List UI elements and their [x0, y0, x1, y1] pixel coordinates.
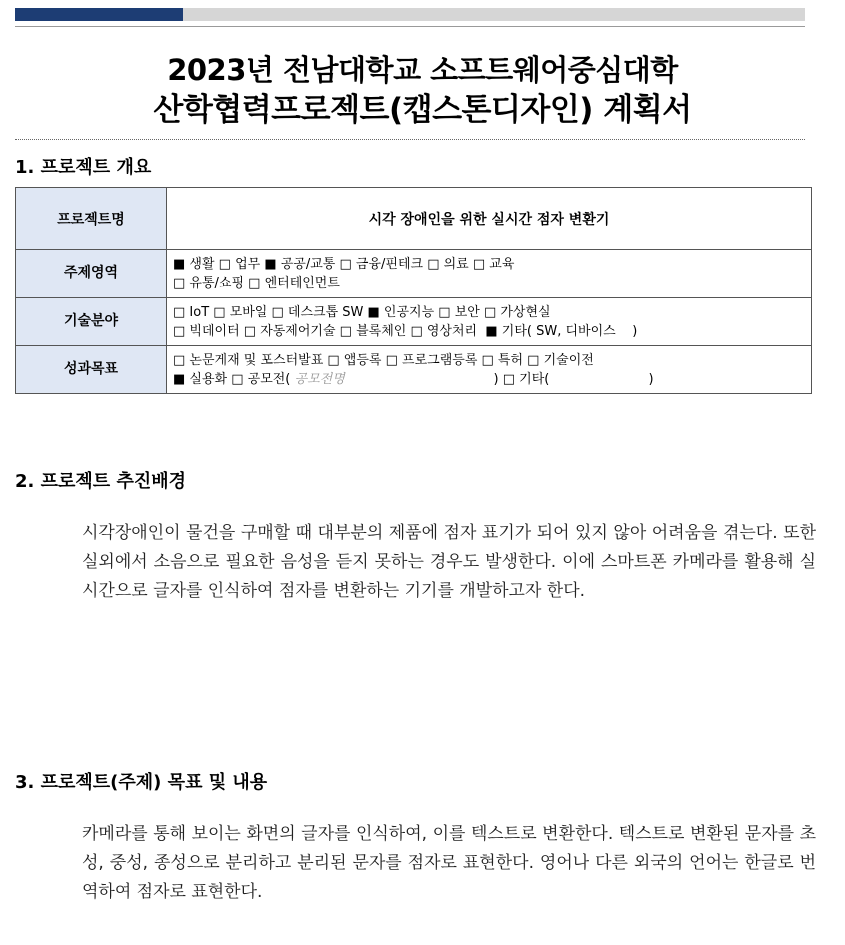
row-label: 기술분야: [16, 298, 167, 346]
row-label: 주제영역: [16, 250, 167, 298]
header-bar-accent: [15, 8, 183, 21]
topic-area-line1: ■ 생활 □ 업무 ■ 공공/교통 □ 금융/핀테크 □ 의료 □ 교육: [173, 256, 515, 272]
table-row: [16, 298, 812, 346]
section3-heading: 3. 프로젝트(주제) 목표 및 내용: [15, 772, 268, 793]
table-row: [16, 346, 812, 394]
tech-field-line1: □ IoT □ 모바일 □ 데스크톱 SW ■ 인공지능 □ 보안 □ 가상현실: [173, 304, 551, 320]
title-divider: [15, 139, 805, 140]
section2-heading: 2. 프로젝트 추진배경: [15, 471, 186, 492]
goals-line2: [173, 370, 805, 389]
project-overview-table: [15, 187, 812, 394]
row-label: 프로젝트명: [16, 188, 167, 250]
background-paragraph: 시각장애인이 물건을 구매할 때 대부분의 제품에 점자 표기가 되어 있지 않아 어려움을 겪는다. 또한 실외에서 소음으로 필요한 음성을 듣지 못하는 경우도 발생한다. 이에 스마트폰 카메라를 활용해 실시간으로 글자를 인식하여 점자를 변환하는 기기를 개발하고자 한다.: [82, 523, 816, 601]
table-row: [16, 250, 812, 298]
tech-field-line2: □ 빅데이터 □ 자동제어기술 □ 블록체인 □ 영상처리 ■ 기타( SW, 디바이스 ): [173, 323, 638, 339]
goals-paragraph: 카메라를 통해 보이는 화면의 글자를 인식하여, 이를 텍스트로 변환한다. 텍스트로 변환된 문자를 초성, 중성, 종성으로 분리하고 분리된 문자를 점자로 표현한다. 영어나 다른 외국의 언어는 한글로 번역하여 점자로 표현한다.: [82, 824, 816, 902]
header-bar: [15, 8, 805, 21]
topic-area-value: [167, 250, 812, 298]
contest-name-placeholder: 공모전명: [294, 371, 345, 387]
document-title-line2: 산학협력프로젝트(캡스톤디자인) 계획서: [153, 92, 692, 128]
topic-area-line2: □ 유통/쇼핑 □ 엔터테인먼트: [173, 275, 340, 291]
table-row: [16, 188, 812, 250]
tech-field-value: [167, 298, 812, 346]
goals-line1: □ 논문게재 및 포스터발표 □ 앱등록 □ 프로그램등록 □ 특허 □ 기술이전: [173, 352, 594, 368]
document-title-line1: 2023년 전남대학교 소프트웨어중심대학: [167, 53, 678, 87]
header-rule: [15, 26, 805, 27]
row-label: 성과목표: [16, 346, 167, 394]
project-name-value: 시각 장애인을 위한 실시간 점자 변환기: [167, 188, 812, 250]
goals-line2-prefix: ■ 실용화 □ 공모전(: [173, 371, 295, 387]
section1-heading: 1. 프로젝트 개요: [15, 157, 152, 178]
goals-line2-suffix: ) □ 기타( ): [344, 371, 654, 387]
goals-value: [167, 346, 812, 394]
